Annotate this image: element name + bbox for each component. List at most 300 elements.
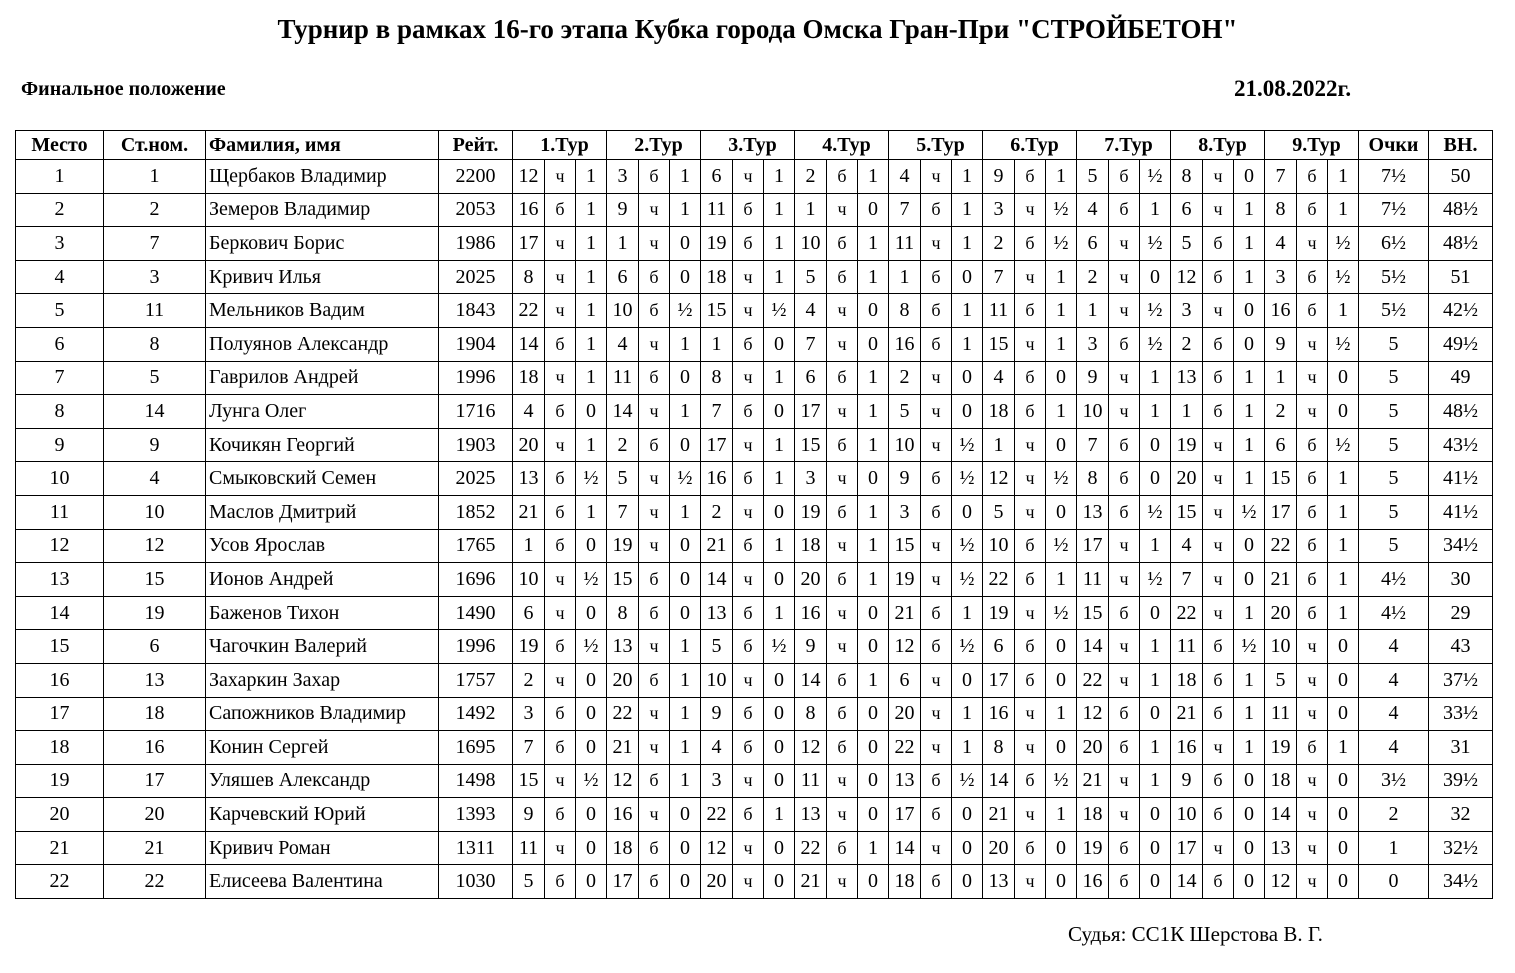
name-cell: Мельников Вадим <box>206 294 439 328</box>
color-cell: б <box>639 831 670 865</box>
result-cell: 1 <box>576 260 607 294</box>
color-cell: б <box>827 831 858 865</box>
opponent-cell: 17 <box>889 798 921 832</box>
result-cell: ½ <box>1046 227 1077 261</box>
color-cell: ч <box>733 663 764 697</box>
place-cell: 21 <box>16 831 104 865</box>
color-cell: б <box>733 630 764 664</box>
buchholz-cell: 34½ <box>1429 865 1493 899</box>
rating-cell: 1765 <box>439 529 513 563</box>
opponent-cell: 1 <box>1171 395 1203 429</box>
name-cell: Щербаков Владимир <box>206 160 439 194</box>
table-row <box>16 831 1493 865</box>
rating-cell: 2025 <box>439 260 513 294</box>
color-cell: б <box>921 495 952 529</box>
opponent-cell: 14 <box>513 327 545 361</box>
opponent-cell: 21 <box>607 731 639 765</box>
result-cell: ½ <box>1140 495 1171 529</box>
result-cell: 0 <box>1046 831 1077 865</box>
opponent-cell: 18 <box>607 831 639 865</box>
rating-cell: 1498 <box>439 764 513 798</box>
color-cell: ч <box>639 731 670 765</box>
color-cell: ч <box>921 731 952 765</box>
color-cell: ч <box>639 327 670 361</box>
opponent-cell: 4 <box>889 160 921 194</box>
result-cell: 0 <box>952 798 983 832</box>
color-cell: б <box>1109 495 1140 529</box>
color-cell: б <box>1297 193 1328 227</box>
result-cell: 1 <box>1234 663 1265 697</box>
opponent-cell: 6 <box>795 361 827 395</box>
result-cell: ½ <box>576 630 607 664</box>
color-cell: ч <box>545 294 576 328</box>
buchholz-cell: 41½ <box>1429 495 1493 529</box>
opponent-cell: 11 <box>513 831 545 865</box>
opponent-cell: 5 <box>513 865 545 899</box>
color-cell: ч <box>733 361 764 395</box>
header-round-5: 5.Тур <box>889 131 983 160</box>
color-cell: б <box>1203 798 1234 832</box>
opponent-cell: 16 <box>889 327 921 361</box>
result-cell: ½ <box>1046 193 1077 227</box>
result-cell: 1 <box>576 227 607 261</box>
color-cell: б <box>545 697 576 731</box>
subtitle: Финальное положение <box>21 78 226 100</box>
color-cell: ч <box>1203 563 1234 597</box>
opponent-cell: 13 <box>513 462 545 496</box>
opponent-cell: 7 <box>513 731 545 765</box>
color-cell: б <box>733 529 764 563</box>
opponent-cell: 10 <box>889 428 921 462</box>
result-cell: 0 <box>1140 697 1171 731</box>
opponent-cell: 7 <box>889 193 921 227</box>
header-rating: Рейт. <box>439 131 513 160</box>
result-cell: 0 <box>764 663 795 697</box>
result-cell: 1 <box>1328 529 1359 563</box>
table-row <box>16 630 1493 664</box>
result-cell: 0 <box>952 260 983 294</box>
opponent-cell: 11 <box>1265 697 1297 731</box>
opponent-cell: 21 <box>795 865 827 899</box>
buchholz-cell: 37½ <box>1429 663 1493 697</box>
color-cell: ч <box>639 395 670 429</box>
result-cell: 1 <box>1234 227 1265 261</box>
buchholz-cell: 50 <box>1429 160 1493 194</box>
color-cell: б <box>1109 160 1140 194</box>
result-cell: 1 <box>1328 596 1359 630</box>
opponent-cell: 6 <box>701 160 733 194</box>
start-no-cell: 19 <box>104 596 206 630</box>
points-cell: 4 <box>1359 697 1429 731</box>
opponent-cell: 19 <box>607 529 639 563</box>
result-cell: 1 <box>1046 697 1077 731</box>
opponent-cell: 12 <box>513 160 545 194</box>
opponent-cell: 5 <box>1077 160 1109 194</box>
start-no-cell: 16 <box>104 731 206 765</box>
points-cell: 4½ <box>1359 563 1429 597</box>
rating-cell: 1852 <box>439 495 513 529</box>
start-no-cell: 9 <box>104 428 206 462</box>
opponent-cell: 19 <box>1077 831 1109 865</box>
color-cell: ч <box>1297 395 1328 429</box>
rating-cell: 2053 <box>439 193 513 227</box>
buchholz-cell: 48½ <box>1429 395 1493 429</box>
result-cell: 1 <box>952 731 983 765</box>
opponent-cell: 15 <box>1265 462 1297 496</box>
opponent-cell: 6 <box>889 663 921 697</box>
color-cell: ч <box>639 798 670 832</box>
opponent-cell: 15 <box>795 428 827 462</box>
opponent-cell: 7 <box>701 395 733 429</box>
color-cell: ч <box>1203 294 1234 328</box>
result-cell: 0 <box>764 563 795 597</box>
opponent-cell: 18 <box>1171 663 1203 697</box>
start-no-cell: 20 <box>104 798 206 832</box>
color-cell: б <box>827 160 858 194</box>
result-cell: 0 <box>1234 764 1265 798</box>
buchholz-cell: 48½ <box>1429 227 1493 261</box>
color-cell: б <box>1015 395 1046 429</box>
result-cell: 0 <box>670 260 701 294</box>
opponent-cell: 22 <box>1171 596 1203 630</box>
opponent-cell: 17 <box>1171 831 1203 865</box>
color-cell: ч <box>827 462 858 496</box>
opponent-cell: 9 <box>1265 327 1297 361</box>
opponent-cell: 21 <box>1265 563 1297 597</box>
header-place: Место <box>16 131 104 160</box>
color-cell: ч <box>1203 462 1234 496</box>
color-cell: ч <box>1109 630 1140 664</box>
result-cell: 0 <box>576 697 607 731</box>
result-cell: 0 <box>1046 865 1077 899</box>
rating-cell: 1696 <box>439 563 513 597</box>
color-cell: ч <box>827 865 858 899</box>
result-cell: 1 <box>1328 294 1359 328</box>
result-cell: 0 <box>1046 663 1077 697</box>
opponent-cell: 22 <box>889 731 921 765</box>
result-cell: 1 <box>858 529 889 563</box>
opponent-cell: 19 <box>513 630 545 664</box>
result-cell: 0 <box>858 596 889 630</box>
buchholz-cell: 30 <box>1429 563 1493 597</box>
result-cell: ½ <box>1046 462 1077 496</box>
name-cell: Маслов Дмитрий <box>206 495 439 529</box>
opponent-cell: 20 <box>1265 596 1297 630</box>
color-cell: б <box>545 462 576 496</box>
header-round-4: 4.Тур <box>795 131 889 160</box>
place-cell: 16 <box>16 663 104 697</box>
opponent-cell: 22 <box>795 831 827 865</box>
result-cell: 1 <box>858 495 889 529</box>
color-cell: ч <box>545 227 576 261</box>
color-cell: б <box>1203 764 1234 798</box>
place-cell: 4 <box>16 260 104 294</box>
name-cell: Полуянов Александр <box>206 327 439 361</box>
opponent-cell: 3 <box>701 764 733 798</box>
result-cell: 0 <box>952 663 983 697</box>
color-cell: б <box>545 193 576 227</box>
color-cell: б <box>827 428 858 462</box>
opponent-cell: 3 <box>1077 327 1109 361</box>
color-cell: ч <box>545 428 576 462</box>
result-cell: 0 <box>576 529 607 563</box>
start-no-cell: 3 <box>104 260 206 294</box>
result-cell: 1 <box>1234 697 1265 731</box>
points-cell: 5½ <box>1359 260 1429 294</box>
color-cell: б <box>1203 227 1234 261</box>
points-cell: 5 <box>1359 327 1429 361</box>
color-cell: ч <box>733 495 764 529</box>
result-cell: ½ <box>1140 160 1171 194</box>
result-cell: 0 <box>952 395 983 429</box>
opponent-cell: 22 <box>701 798 733 832</box>
color-cell: ч <box>1297 663 1328 697</box>
color-cell: ч <box>827 529 858 563</box>
color-cell: б <box>1015 227 1046 261</box>
opponent-cell: 10 <box>1171 798 1203 832</box>
rating-cell: 1904 <box>439 327 513 361</box>
points-cell: 4½ <box>1359 596 1429 630</box>
opponent-cell: 8 <box>1265 193 1297 227</box>
page-title: Турнир в рамках 16-го этапа Кубка города Омска Гран-При "СТРОЙБЕТОН" <box>277 14 1238 44</box>
result-cell: 1 <box>1046 395 1077 429</box>
color-cell: ч <box>921 361 952 395</box>
opponent-cell: 5 <box>607 462 639 496</box>
opponent-cell: 2 <box>889 361 921 395</box>
opponent-cell: 6 <box>1077 227 1109 261</box>
result-cell: 1 <box>670 764 701 798</box>
result-cell: 0 <box>1046 731 1077 765</box>
result-cell: 0 <box>764 865 795 899</box>
opponent-cell: 8 <box>607 596 639 630</box>
rating-cell: 1716 <box>439 395 513 429</box>
name-cell: Баженов Тихон <box>206 596 439 630</box>
opponent-cell: 15 <box>1077 596 1109 630</box>
table-row <box>16 663 1493 697</box>
opponent-cell: 20 <box>513 428 545 462</box>
opponent-cell: 14 <box>607 395 639 429</box>
name-cell: Ионов Андрей <box>206 563 439 597</box>
opponent-cell: 16 <box>513 193 545 227</box>
opponent-cell: 9 <box>983 160 1015 194</box>
result-cell: 0 <box>1046 495 1077 529</box>
points-cell: 0 <box>1359 865 1429 899</box>
result-cell: 0 <box>952 361 983 395</box>
color-cell: ч <box>1015 428 1046 462</box>
color-cell: б <box>1015 294 1046 328</box>
opponent-cell: 17 <box>1265 495 1297 529</box>
color-cell: б <box>827 227 858 261</box>
result-cell: 1 <box>764 361 795 395</box>
opponent-cell: 16 <box>1077 865 1109 899</box>
color-cell: ч <box>639 697 670 731</box>
points-cell: 5 <box>1359 462 1429 496</box>
result-cell: 0 <box>670 428 701 462</box>
color-cell: ч <box>921 663 952 697</box>
opponent-cell: 13 <box>889 764 921 798</box>
color-cell: ч <box>1297 697 1328 731</box>
opponent-cell: 11 <box>1077 563 1109 597</box>
result-cell: 1 <box>1140 630 1171 664</box>
result-cell: 1 <box>952 160 983 194</box>
opponent-cell: 18 <box>889 865 921 899</box>
start-no-cell: 15 <box>104 563 206 597</box>
table-row <box>16 227 1493 261</box>
result-cell: 0 <box>1328 361 1359 395</box>
color-cell: ч <box>1109 563 1140 597</box>
color-cell: б <box>545 630 576 664</box>
color-cell: б <box>1297 495 1328 529</box>
name-cell: Лунга Олег <box>206 395 439 429</box>
opponent-cell: 14 <box>1265 798 1297 832</box>
result-cell: 1 <box>952 327 983 361</box>
result-cell: 1 <box>1046 160 1077 194</box>
color-cell: б <box>1203 663 1234 697</box>
header-round-6: 6.Тур <box>983 131 1077 160</box>
opponent-cell: 16 <box>1265 294 1297 328</box>
points-cell: 5 <box>1359 361 1429 395</box>
color-cell: б <box>1203 697 1234 731</box>
opponent-cell: 18 <box>701 260 733 294</box>
points-cell: 1 <box>1359 831 1429 865</box>
rating-cell: 2025 <box>439 462 513 496</box>
opponent-cell: 12 <box>1171 260 1203 294</box>
result-cell: 1 <box>1234 395 1265 429</box>
result-cell: 1 <box>1046 798 1077 832</box>
color-cell: ч <box>1297 798 1328 832</box>
color-cell: ч <box>733 428 764 462</box>
result-cell: 0 <box>1328 697 1359 731</box>
result-cell: 0 <box>858 697 889 731</box>
name-cell: Кривич Илья <box>206 260 439 294</box>
name-cell: Усов Ярослав <box>206 529 439 563</box>
opponent-cell: 19 <box>795 495 827 529</box>
result-cell: 1 <box>1046 260 1077 294</box>
color-cell: б <box>827 663 858 697</box>
name-cell: Конин Сергей <box>206 731 439 765</box>
result-cell: 0 <box>1046 361 1077 395</box>
buchholz-cell: 39½ <box>1429 764 1493 798</box>
color-cell: б <box>1297 529 1328 563</box>
header-start-no: Ст.ном. <box>104 131 206 160</box>
table-row <box>16 361 1493 395</box>
opponent-cell: 3 <box>513 697 545 731</box>
opponent-cell: 22 <box>607 697 639 731</box>
opponent-cell: 3 <box>889 495 921 529</box>
result-cell: 1 <box>1140 764 1171 798</box>
opponent-cell: 17 <box>701 428 733 462</box>
color-cell: ч <box>545 596 576 630</box>
rating-cell: 1903 <box>439 428 513 462</box>
color-cell: б <box>1203 630 1234 664</box>
color-cell: б <box>827 563 858 597</box>
color-cell: б <box>1203 260 1234 294</box>
color-cell: ч <box>733 764 764 798</box>
opponent-cell: 9 <box>513 798 545 832</box>
start-no-cell: 18 <box>104 697 206 731</box>
buchholz-cell: 41½ <box>1429 462 1493 496</box>
color-cell: б <box>1297 596 1328 630</box>
place-cell: 6 <box>16 327 104 361</box>
result-cell: 0 <box>764 764 795 798</box>
opponent-cell: 2 <box>1171 327 1203 361</box>
opponent-cell: 15 <box>513 764 545 798</box>
color-cell: б <box>921 193 952 227</box>
header-round-9: 9.Тур <box>1265 131 1359 160</box>
opponent-cell: 5 <box>701 630 733 664</box>
result-cell: 0 <box>1140 831 1171 865</box>
result-cell: 0 <box>576 731 607 765</box>
points-cell: 4 <box>1359 663 1429 697</box>
opponent-cell: 12 <box>889 630 921 664</box>
buchholz-cell: 34½ <box>1429 529 1493 563</box>
result-cell: 1 <box>1328 193 1359 227</box>
color-cell: ч <box>1203 428 1234 462</box>
color-cell: б <box>1297 294 1328 328</box>
result-cell: ½ <box>952 764 983 798</box>
result-cell: 0 <box>764 395 795 429</box>
result-cell: ½ <box>576 563 607 597</box>
opponent-cell: 19 <box>1265 731 1297 765</box>
buchholz-cell: 51 <box>1429 260 1493 294</box>
rating-cell: 1492 <box>439 697 513 731</box>
opponent-cell: 14 <box>1077 630 1109 664</box>
result-cell: 1 <box>952 193 983 227</box>
color-cell: б <box>1297 731 1328 765</box>
place-cell: 17 <box>16 697 104 731</box>
color-cell: б <box>1109 731 1140 765</box>
color-cell: б <box>1297 462 1328 496</box>
color-cell: ч <box>1297 764 1328 798</box>
result-cell: 0 <box>1140 428 1171 462</box>
start-no-cell: 8 <box>104 327 206 361</box>
points-cell: 6½ <box>1359 227 1429 261</box>
color-cell: б <box>1015 630 1046 664</box>
name-cell: Кривич Роман <box>206 831 439 865</box>
color-cell: ч <box>639 462 670 496</box>
color-cell: ч <box>1203 160 1234 194</box>
table-header-row <box>16 131 1493 160</box>
color-cell: ч <box>1297 361 1328 395</box>
opponent-cell: 15 <box>607 563 639 597</box>
color-cell: ч <box>1297 630 1328 664</box>
color-cell: б <box>733 327 764 361</box>
opponent-cell: 2 <box>983 227 1015 261</box>
opponent-cell: 19 <box>701 227 733 261</box>
color-cell: ч <box>921 831 952 865</box>
table-row <box>16 697 1493 731</box>
color-cell: ч <box>639 193 670 227</box>
color-cell: ч <box>1015 798 1046 832</box>
color-cell: ч <box>1109 260 1140 294</box>
opponent-cell: 20 <box>889 697 921 731</box>
opponent-cell: 12 <box>983 462 1015 496</box>
result-cell: 1 <box>1234 428 1265 462</box>
opponent-cell: 15 <box>889 529 921 563</box>
result-cell: ½ <box>764 294 795 328</box>
color-cell: ч <box>921 428 952 462</box>
opponent-cell: 21 <box>1077 764 1109 798</box>
place-cell: 18 <box>16 731 104 765</box>
points-cell: 7½ <box>1359 160 1429 194</box>
result-cell: 1 <box>576 361 607 395</box>
result-cell: ½ <box>576 764 607 798</box>
rating-cell: 1757 <box>439 663 513 697</box>
opponent-cell: 3 <box>795 462 827 496</box>
opponent-cell: 17 <box>983 663 1015 697</box>
opponent-cell: 3 <box>983 193 1015 227</box>
result-cell: ½ <box>576 462 607 496</box>
